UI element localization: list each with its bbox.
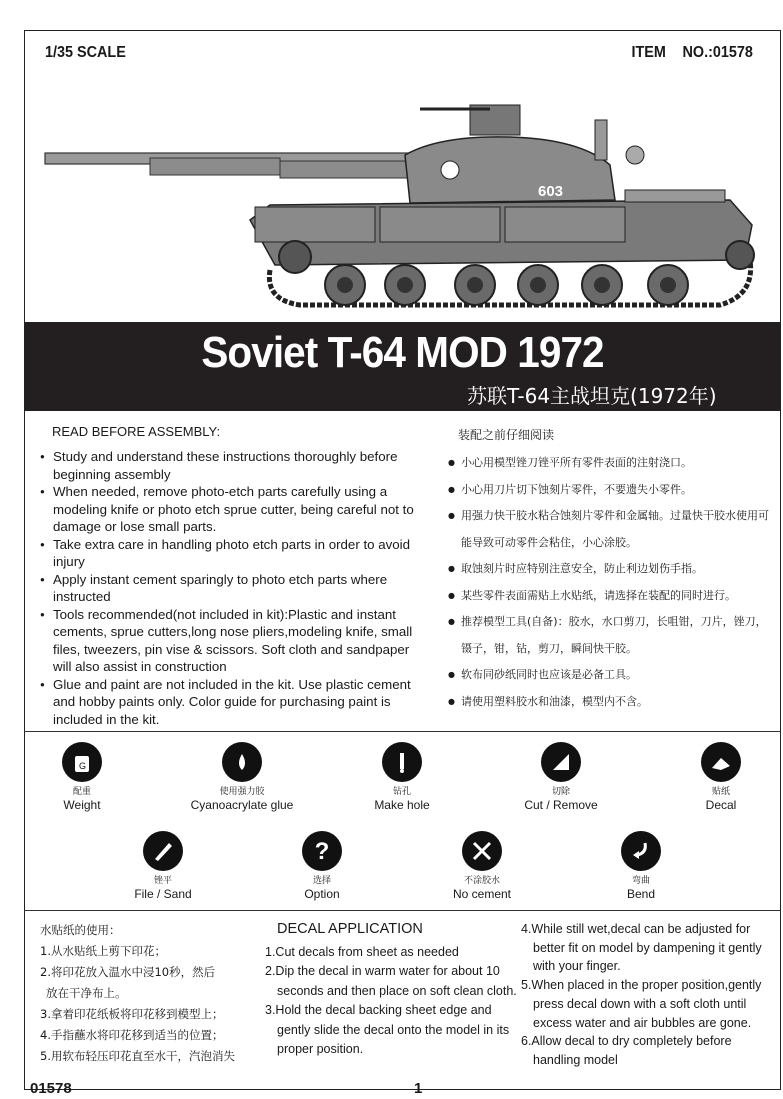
file-sand-icon <box>143 831 183 871</box>
footer-item-code: 01578 <box>30 1080 72 1097</box>
option-icon: ? <box>302 831 342 871</box>
item-number: ITEM NO.:01578 <box>631 44 753 61</box>
title-banner <box>24 322 781 411</box>
bend-icon <box>621 831 661 871</box>
symbol-bend: 弯曲 Bend <box>561 831 721 901</box>
symbol-weight: G 配重 Weight <box>2 742 162 812</box>
tank-illustration <box>40 95 770 320</box>
no-cement-icon <box>462 831 502 871</box>
decal-instructions-en-continued: 4.While still wet,decal can be adjusted for better fit on model by dampening it gently with your finger. 5.When placed in the proper position,gently press decal down with a soft cloth until excess water and air bubbles are gone. 6.Allow decal to dry completely before handling model <box>521 922 762 1067</box>
list-item: ● Take extra care in handling photo etch parts in order to avoid injury <box>40 536 430 571</box>
scale-label: 1/35 SCALE <box>45 44 126 61</box>
list-item: ● Glue and paint are not included in the kit. Use plastic cement and hobby paints only. Color guide for purchasing paint is included in the kit. <box>40 676 430 729</box>
list-item: ● 某些零件表面需贴上水贴纸，请选择在装配的同时进行。 <box>448 583 773 610</box>
kit-title: Soviet T-64 MOD 1972 <box>201 328 604 377</box>
symbol-decal: 贴纸 Decal <box>641 742 783 812</box>
symbol-cut-remove: 切除 Cut / Remove <box>481 742 641 812</box>
list-item: ● 小心用刀片切下蚀刻片零件，不要遗失小零件。 <box>448 477 773 504</box>
divider <box>24 731 781 732</box>
decal-instructions-en: DECAL APPLICATION 1.Cut decals from sheet as needed 2.Dip the decal in warm water for about 10 seconds and then place on soft clean cloth. 3.Hold the decal backing sheet edge and gently slide the decal onto the model in its proper position. <box>265 920 523 1060</box>
cyanoacrylate-glue-icon <box>222 742 262 782</box>
read-before-heading-cn: 装配之前仔细阅读 <box>458 428 555 442</box>
list-item: ● 取蚀刻片时应特别注意安全，防止利边划伤手指。 <box>448 556 773 583</box>
list-item: ● Apply instant cement sparingly to photo etch parts where instructed <box>40 571 430 606</box>
list-item: ● Study and understand these instructions thoroughly before beginning assembly <box>40 448 430 483</box>
list-item: ● 小心用模型锉刀锉平所有零件表面的注射浇口。 <box>448 450 773 477</box>
make-hole-icon <box>382 742 422 782</box>
instructions-list-cn <box>448 450 773 715</box>
divider <box>24 910 781 911</box>
symbol-file-sand: 锉平 File / Sand <box>83 831 243 901</box>
symbol-option: ? 选择 Option <box>242 831 402 901</box>
symbol-make-hole: 钻孔 Make hole <box>322 742 482 812</box>
svg-text:G: G <box>79 761 87 771</box>
symbol-cyanoacrylate-glue: 使用强力胶 Cyanoacrylate glue <box>162 742 322 812</box>
cut-remove-icon <box>541 742 581 782</box>
page-number: 1 <box>414 1080 423 1097</box>
list-item: ● Tools recommended(not included in kit):Plastic and instant cements, sprue cutters,long nose pliers,modeling knife, small files, tweezers, pin vise & scissors. Soft cloth and sandpaper will also assist in construction <box>40 606 430 676</box>
decal-heading: DECAL APPLICATION <box>277 921 423 937</box>
instructions-list-en <box>40 448 430 728</box>
symbol-no-cement: 不涂胶水 No cement <box>402 831 562 901</box>
decal-instructions-cn: 水贴纸的使用： 1.从水贴纸上剪下印花； 2.将印花放入温水中浸10秒，然后 放在干净布上。 3.拿着印花纸板将印花移到模型上； 4.手指蘸水将印花移到适当的位置； 5.用软布轻压印花直至水干，汽泡消失 <box>40 923 235 1063</box>
list-item: ● 请使用塑料胶水和油漆，模型内不含。 <box>448 689 773 716</box>
kit-subtitle-cn: 苏联T-64主战坦克(1972年) <box>467 384 717 408</box>
list-item: ● When needed, remove photo-etch parts carefully using a modeling knife or photo etch sprue cutter, being careful not to damage or lose small parts. <box>40 483 430 536</box>
list-item: ● 推荐模型工具(自备)：胶水，水口剪刀，长咀钳，刀片，锉刀，镊子，钳，钻，剪刀，瞬间快干胶。 <box>448 609 773 662</box>
read-before-heading: READ BEFORE ASSEMBLY: <box>52 424 221 439</box>
weight-icon <box>62 742 102 782</box>
list-item: ● 软布同砂纸同时也应该是必备工具。 <box>448 662 773 689</box>
decal-icon <box>701 742 741 782</box>
list-item: ● 用强力快干胶水粘合蚀刻片零件和金属轴。过量快干胶水使用可能导致可动零件会粘住，小心涂胶。 <box>448 503 773 556</box>
hull-number: 603 <box>538 183 564 200</box>
